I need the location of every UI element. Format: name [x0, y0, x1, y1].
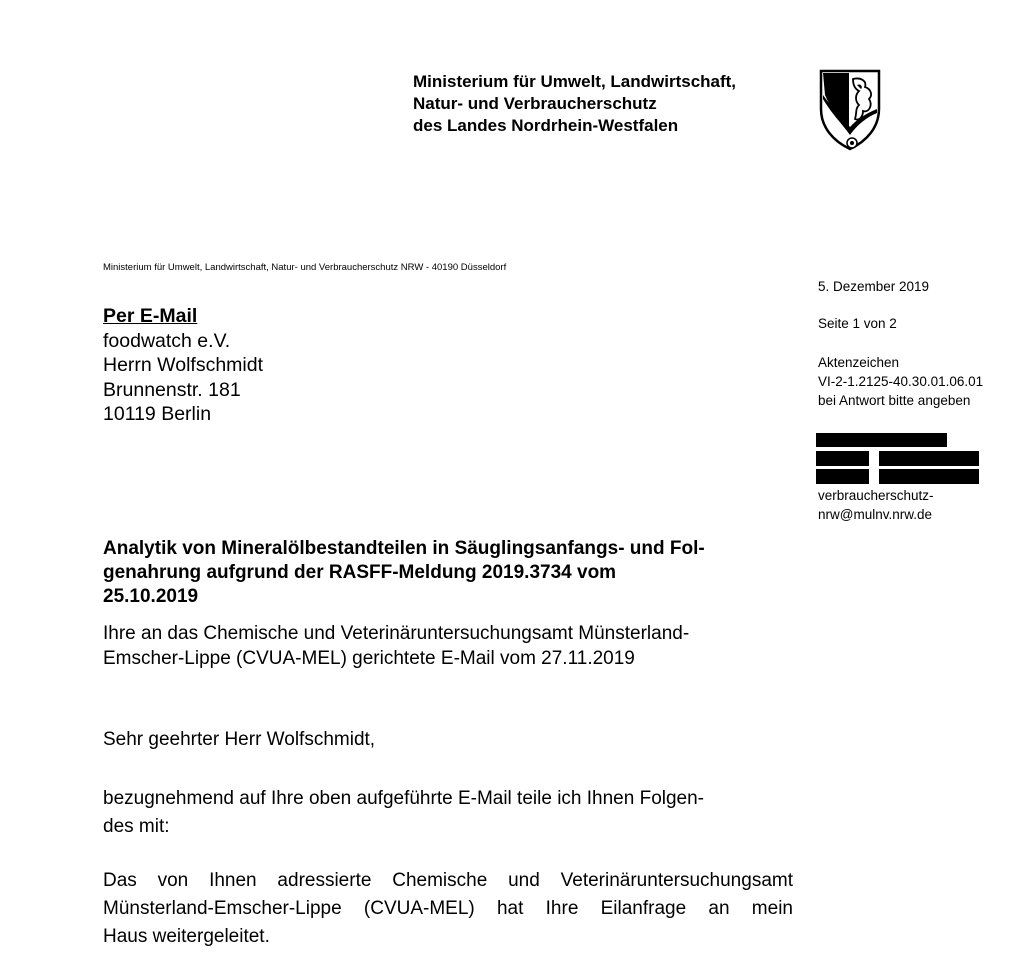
recipient-line: foodwatch e.V. — [103, 329, 231, 352]
reference-note: bei Antwort bitte angeben — [818, 393, 971, 408]
redaction-bar — [816, 469, 869, 484]
nrw-coat-of-arms-icon — [819, 69, 881, 153]
reference-label: Aktenzeichen — [818, 355, 900, 370]
paragraph — [103, 785, 704, 841]
email-line: verbraucherschutz- — [818, 488, 934, 503]
reference-block — [818, 353, 983, 410]
paragraph-line: Haus weitergeleitet. — [103, 926, 270, 947]
paragraph-line: Das von Ihnen adressierte Chemische und Veterinäruntersuchungsamt — [103, 870, 793, 891]
redaction-bar — [816, 433, 947, 447]
subject-line: genahrung aufgrund der RASFF-Meldung 2019.3734 vom — [103, 562, 617, 583]
delivery-method: Per E-Mail — [103, 305, 198, 327]
salutation: Sehr geehrter Herr Wolfschmidt, — [103, 729, 376, 750]
paragraph-line: Münsterland-Emscher-Lippe (CVUA-MEL) hat Ihre Eilanfrage an mein — [103, 898, 793, 919]
ministry-line: Ministerium für Umwelt, Landwirtschaft, — [413, 72, 737, 91]
recipient-line: 10119 Berlin — [103, 403, 212, 425]
recipient-address — [103, 304, 263, 427]
paragraph-line: des mit: — [103, 816, 170, 837]
letter-date: 5. Dezember 2019 — [818, 279, 930, 294]
ministry-header — [413, 71, 736, 137]
redaction-bar — [816, 451, 869, 466]
contact-email — [818, 486, 934, 524]
email-line: nrw@mulnv.nrw.de — [818, 507, 932, 522]
paragraph — [103, 867, 793, 951]
sender-address-line: Ministerium für Umwelt, Landwirtschaft, Natur- und Verbraucherschutz NRW - 40190 Düsseldorf — [103, 262, 507, 273]
recipient-line: Herrn Wolfschmidt — [103, 354, 264, 376]
reference-text: Emscher-Lippe (CVUA-MEL) gerichtete E-Mail vom 27.11.2019 — [103, 647, 635, 669]
recipient-line: Brunnenstr. 181 — [103, 378, 241, 401]
redaction-bar — [879, 469, 979, 484]
page-indicator: Seite 1 von 2 — [818, 316, 897, 331]
subject-line: Analytik von Mineralölbestandteilen in Säuglingsanfangs- und Fol- — [103, 538, 705, 559]
ministry-line: Natur- und Verbraucherschutz — [413, 94, 657, 113]
subject-line: 25.10.2019 — [103, 586, 199, 607]
reference-number: VI-2-1.2125-40.30.01.06.01 — [818, 374, 984, 389]
ministry-line: des Landes Nordrhein-Westfalen — [413, 116, 679, 135]
redaction-bar — [879, 451, 979, 466]
reference-line — [103, 622, 689, 671]
letter-subject — [103, 537, 803, 609]
reference-text: Ihre an das Chemische und Veterinäruntersuchungsamt Münsterland- — [103, 623, 690, 644]
paragraph-line: bezugnehmend auf Ihre oben aufgeführte E-Mail teile ich Ihnen Folgen- — [103, 788, 705, 809]
